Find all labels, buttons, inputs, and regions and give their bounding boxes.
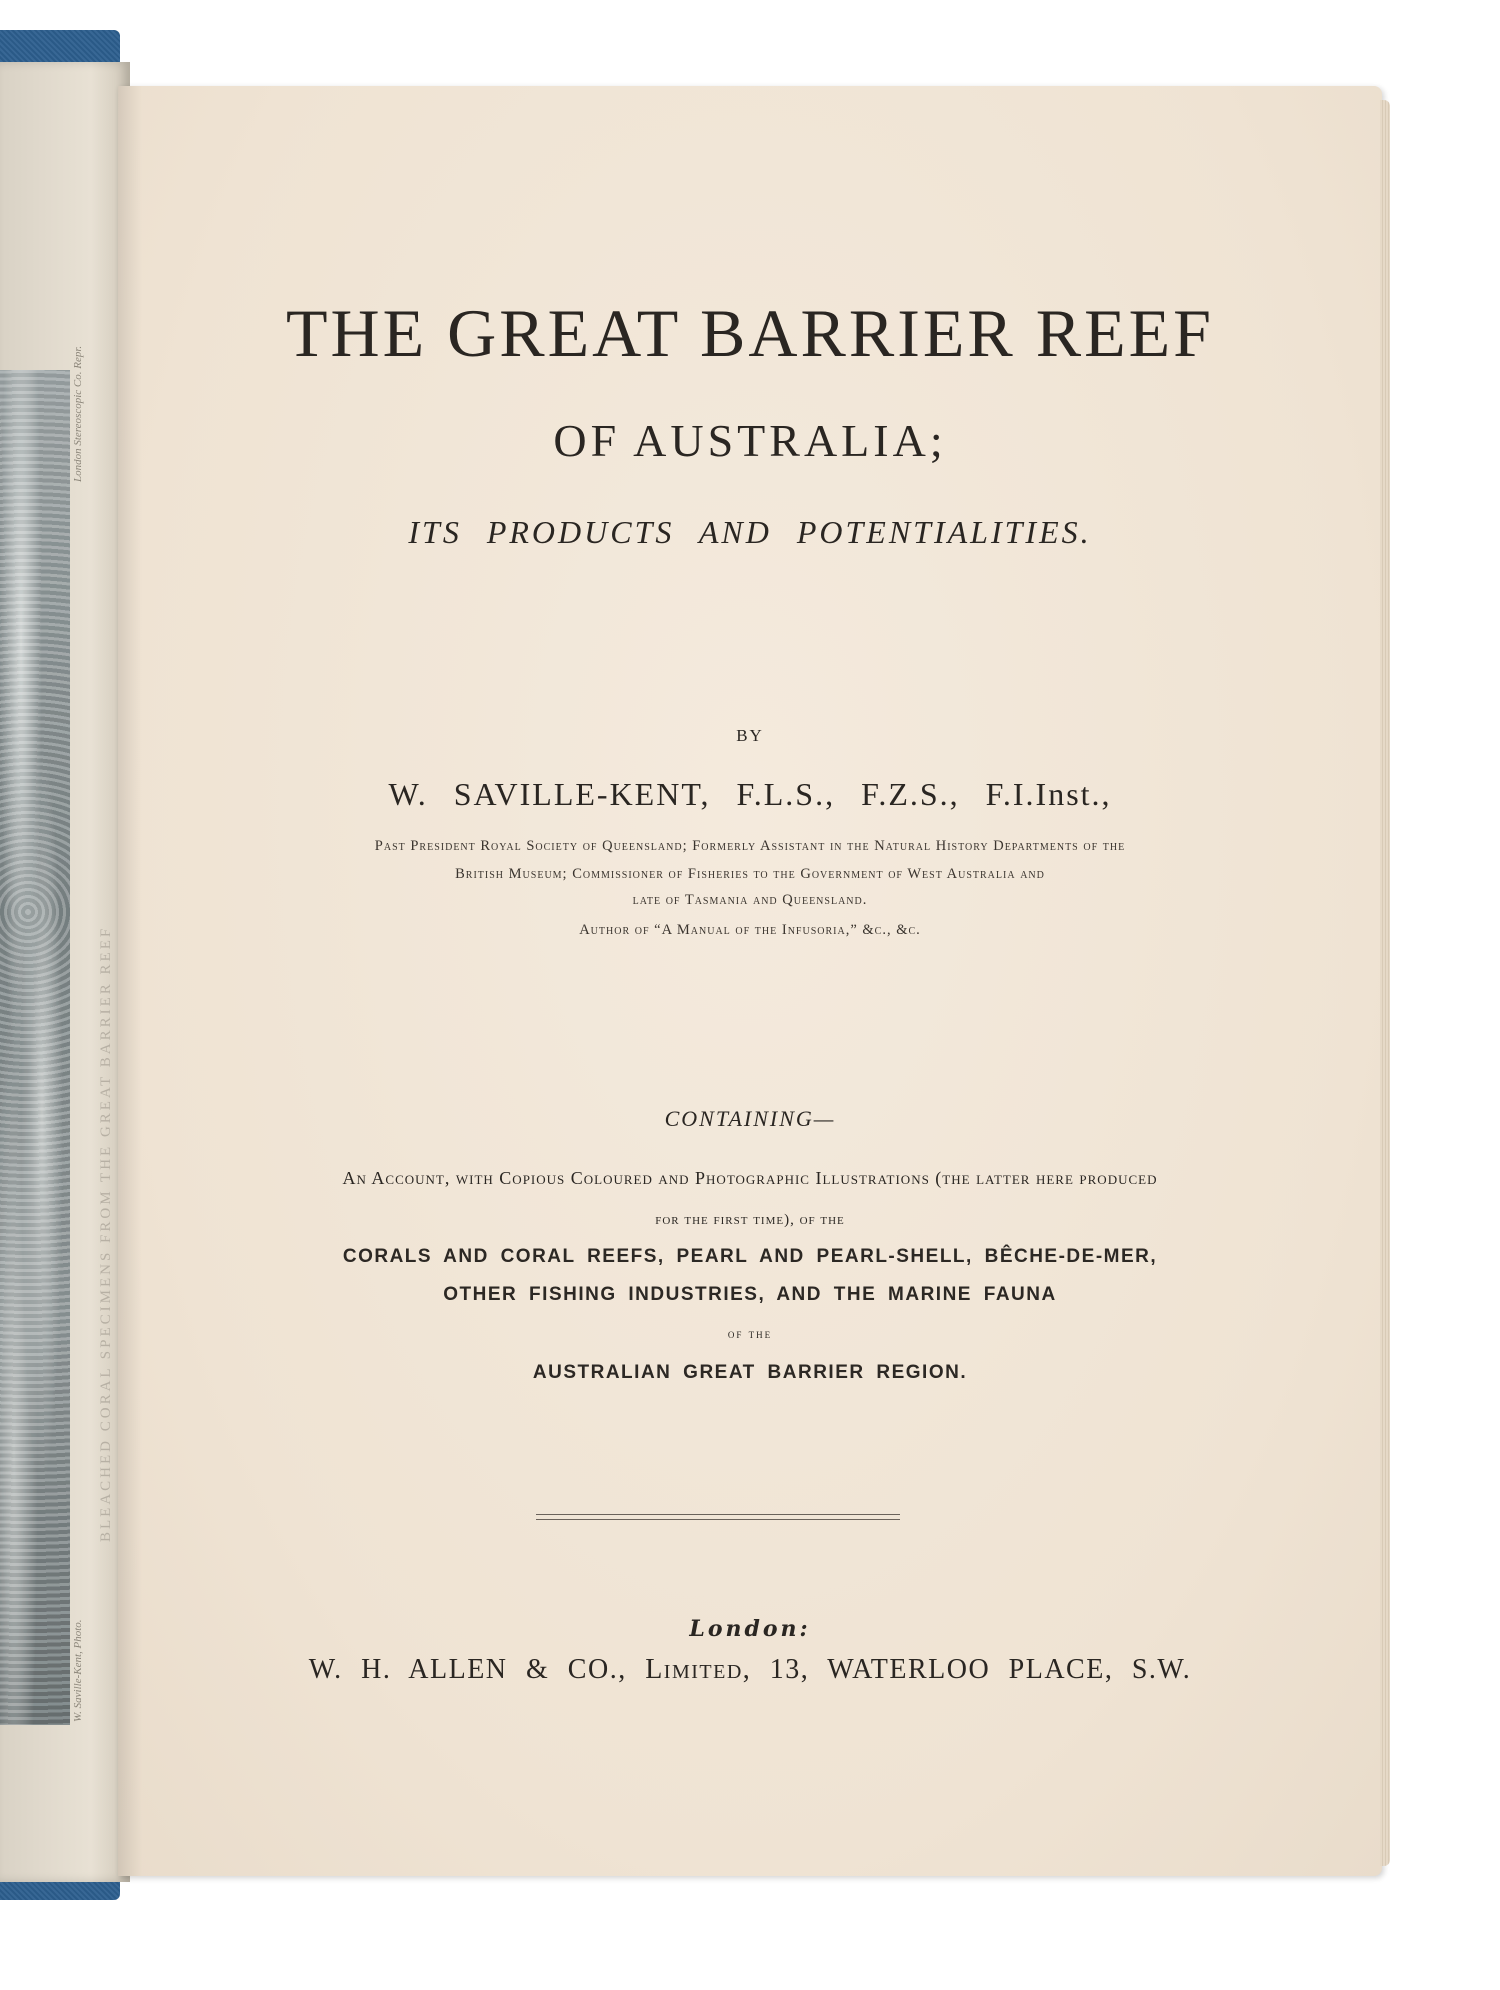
title-page: [118, 86, 1382, 1876]
containing-heading: CONTAINING—: [664, 1106, 836, 1131]
publisher-limited: Limited,: [645, 1654, 752, 1685]
publisher-address: 13, WATERLOO PLACE, S.W.: [769, 1654, 1192, 1685]
author-other-works: Author of “A Manual of the Infusoria,” &c., &c.: [579, 922, 921, 938]
account-line: An Account, with Copious Coloured and Photographic Illustrations (the latter here produced: [342, 1168, 1158, 1188]
imprint-city: London:: [689, 1616, 811, 1642]
double-rule-divider: [536, 1514, 900, 1520]
account-line: for the first time), of the: [655, 1212, 845, 1228]
frontispiece-printer-credit: London Stereoscopic Co. Repr.: [72, 345, 84, 482]
by-line: BY: [736, 726, 764, 745]
book-title: THE GREAT BARRIER REEF: [285, 295, 1215, 371]
book-subtitle: OF AUSTRALIA;: [553, 415, 947, 466]
frontispiece-photo-credit: W. Saville-Kent, Photo.: [72, 1619, 84, 1722]
subjects-line: CORALS AND CORAL REEFS, PEARL AND PEARL-SHELL, BÊCHE-DE-MER,: [342, 1246, 1158, 1267]
imprint-publisher: [118, 1654, 1382, 1686]
of-the-line: of the: [727, 1326, 773, 1341]
publisher-name: W. H. ALLEN & CO.,: [308, 1654, 627, 1685]
frontispiece-page: [0, 62, 130, 1882]
subjects-line: OTHER FISHING INDUSTRIES, AND THE MARINE FAUNA: [443, 1284, 1057, 1305]
book-tagline: ITS PRODUCTS AND POTENTIALITIES.: [408, 514, 1092, 550]
frontispiece-caption: BLEACHED CORAL SPECIMENS FROM THE GREAT BARRIER REEF: [98, 925, 114, 1542]
coral-photograph: [0, 370, 70, 1725]
author-name: W. SAVILLE-KENT, F.L.S., F.Z.S., F.I.Inst.,: [388, 776, 1112, 812]
author-credentials-line: British Museum; Commissioner of Fisheries to the Government of West Australia and: [455, 866, 1045, 882]
author-credentials-line: late of Tasmania and Queensland.: [632, 892, 868, 908]
author-credentials-line: Past President Royal Society of Queensland; Formerly Assistant in the Natural History Departments of the: [374, 838, 1126, 854]
region-line: AUSTRALIAN GREAT BARRIER REGION.: [532, 1362, 968, 1383]
